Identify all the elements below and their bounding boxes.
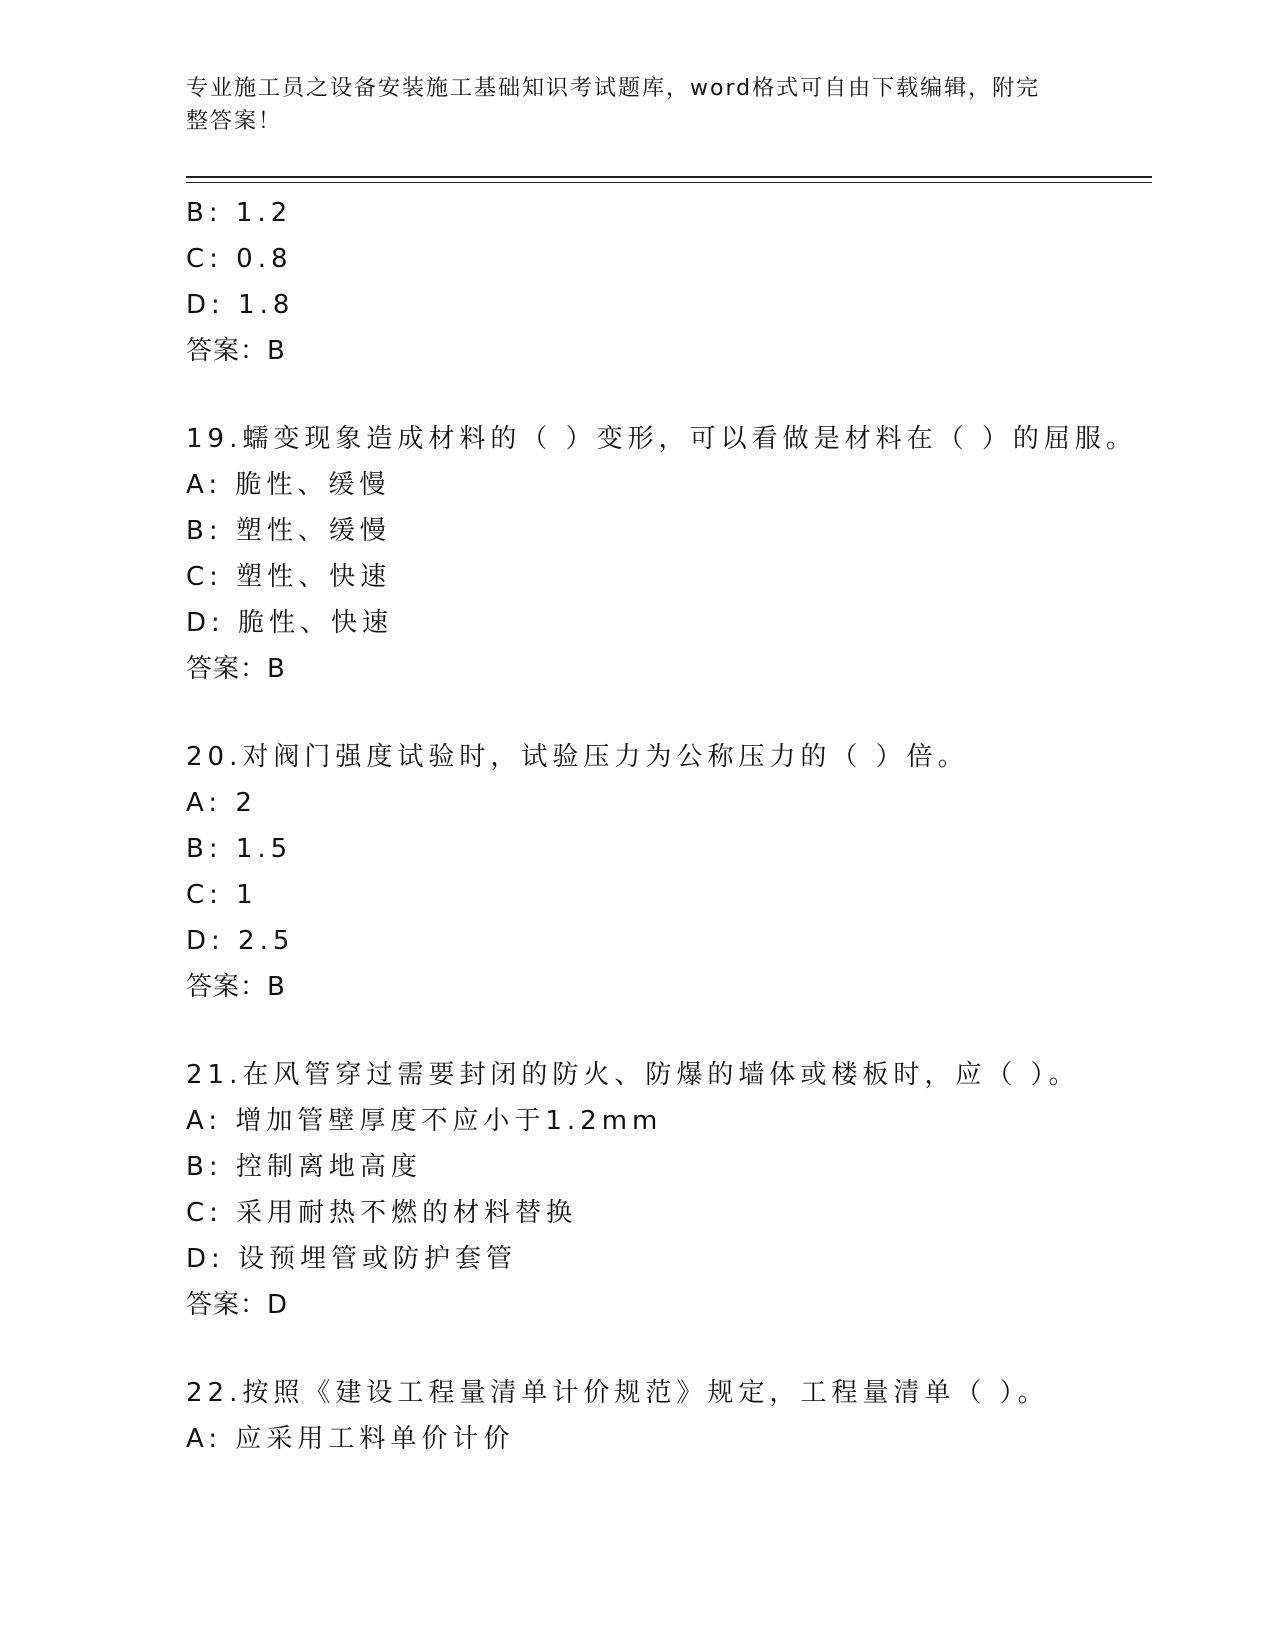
question-19 <box>186 416 1152 692</box>
option-b: B: 控制离地高度 <box>186 1152 422 1182</box>
option-c: C: 采用耐热不燃的材料替换 <box>186 1198 578 1228</box>
option-c: C: 1 <box>186 880 258 910</box>
answer: 答案：B <box>186 336 286 366</box>
option-a: A: 脆性、缓慢 <box>186 470 391 500</box>
question-text: 20.对阀门强度试验时，试验压力为公称压力的（ ）倍。 <box>186 742 969 772</box>
option-d: D: 1.8 <box>186 290 295 320</box>
question-18 <box>186 190 1152 374</box>
header-line-2: 整答案！ <box>186 109 283 134</box>
option-d: D: 2.5 <box>186 926 295 956</box>
header-divider-thin <box>186 182 1152 183</box>
question-list <box>186 190 1152 1462</box>
document-header <box>186 72 1066 138</box>
option-a: A: 增加管壁厚度不应小于1.2mm <box>186 1106 663 1136</box>
question-text: 22.按照《建设工程量清单计价规范》规定，工程量清单（ ）。 <box>186 1378 1049 1408</box>
option-d: D: 设预埋管或防护套管 <box>186 1244 518 1274</box>
option-c: C: 0.8 <box>186 244 293 274</box>
question-22 <box>186 1370 1152 1462</box>
option-c: C: 塑性、快速 <box>186 562 392 592</box>
option-a: A: 2 <box>186 788 257 818</box>
option-a: A: 应采用工料单价计价 <box>186 1424 515 1454</box>
question-text: 21.在风管穿过需要封闭的防火、防爆的墙体或楼板时，应（ ）。 <box>186 1060 1080 1090</box>
question-text: 19.蠕变现象造成材料的（ ）变形，可以看做是材料在（ ）的屈服。 <box>186 424 1137 454</box>
option-d: D: 脆性、快速 <box>186 608 394 638</box>
question-20 <box>186 734 1152 1010</box>
option-b: B: 1.2 <box>186 198 293 228</box>
answer: 答案：B <box>186 972 286 1002</box>
option-b: B: 塑性、缓慢 <box>186 516 391 546</box>
answer: 答案：D <box>186 1290 289 1320</box>
header-divider-thick <box>186 176 1152 178</box>
option-b: B: 1.5 <box>186 834 293 864</box>
answer: 答案：B <box>186 654 286 684</box>
header-line-1: 专业施工员之设备安装施工基础知识考试题库，word格式可自由下载编辑，附完 <box>186 76 1041 101</box>
question-21 <box>186 1052 1152 1328</box>
